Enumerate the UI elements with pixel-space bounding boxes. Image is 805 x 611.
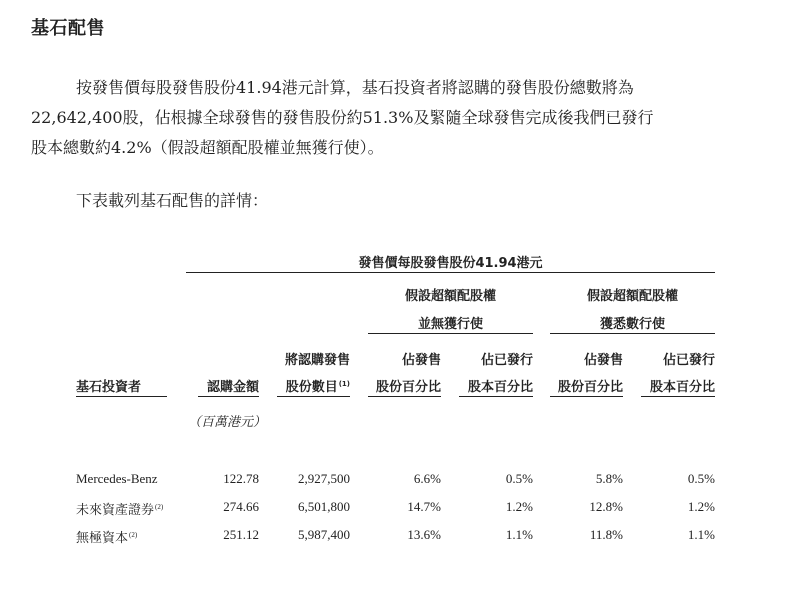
- scenario-a-line1: 假設超額配股權: [404, 289, 496, 304]
- b-offer-cell: 11.8%: [589, 527, 623, 542]
- col-b-issued-rule: [641, 396, 715, 397]
- scenario-b-line2: 獲悉數行使: [599, 317, 665, 332]
- scenario-b-rule: [550, 333, 715, 334]
- header-rule: [186, 272, 715, 273]
- col-shares-line1: 將認購發售: [284, 353, 350, 368]
- table-intro: 下表載列基石配售的詳情：: [76, 191, 269, 210]
- col-shares-rule: [277, 396, 350, 397]
- body-paragraph: [31, 73, 771, 163]
- col-b-offer-line2: 股份百分比: [557, 380, 623, 395]
- paragraph-line: 股本總數約4.2%（假設超額配股權並無獲行使）。: [31, 138, 384, 157]
- a-issued-cell: 0.5%: [505, 471, 533, 486]
- col-investor: 基石投資者: [76, 380, 142, 395]
- scenario-b-line1: 假設超額配股權: [586, 289, 678, 304]
- col-a-issued-line2: 股本百分比: [467, 380, 533, 395]
- col-a-offer-rule: [368, 396, 441, 397]
- a-issued-cell: 1.2%: [505, 499, 533, 514]
- a-offer-cell: 13.6%: [407, 527, 441, 542]
- paragraph-line: 按發售價每股發售股份41.94港元計算，基石投資者將認購的發售股份總數將為: [76, 78, 634, 97]
- col-b-offer-rule: [550, 396, 623, 397]
- investor-name: 未來資產證券$^{(2)}$: [76, 502, 164, 517]
- col-b-offer-line1: 佔發售: [583, 353, 623, 368]
- scenario-a-rule: [368, 333, 533, 334]
- col-amount-rule: [198, 396, 259, 397]
- price-header: 發售價每股發售股份41.94港元: [358, 256, 543, 271]
- b-issued-cell: 1.1%: [687, 527, 715, 542]
- col-a-issued-line1: 佔已發行: [480, 353, 533, 368]
- scenario-a-line2: 並無獲行使: [417, 317, 483, 332]
- col-b-issued-line1: 佔已發行: [662, 353, 715, 368]
- a-offer-cell: 14.7%: [407, 499, 441, 514]
- col-a-issued-rule: [459, 396, 533, 397]
- col-shares-line2: 股份數目$^{(1)}$: [285, 379, 350, 395]
- col-amount: 認購金額: [206, 380, 259, 395]
- a-offer-cell: 6.6%: [413, 471, 441, 486]
- col-a-offer-line1: 佔發售: [401, 353, 441, 368]
- col-b-issued-line2: 股本百分比: [649, 380, 715, 395]
- col-investor-rule: [76, 396, 167, 397]
- investor-name: 無極資本$^{(2)}$: [76, 530, 138, 545]
- a-issued-cell: 1.1%: [505, 527, 533, 542]
- b-offer-cell: 12.8%: [589, 499, 623, 514]
- col-a-offer-line2: 股份百分比: [375, 380, 441, 395]
- amount-unit: （百萬港元）: [188, 415, 267, 430]
- shares-cell: 5,987,400: [298, 527, 350, 542]
- investor-name: Mercedes-Benz: [76, 471, 158, 486]
- amount-cell: 274.66: [223, 499, 259, 514]
- b-offer-cell: 5.8%: [595, 471, 623, 486]
- b-issued-cell: 1.2%: [687, 499, 715, 514]
- amount-cell: 122.78: [223, 471, 259, 486]
- shares-cell: 2,927,500: [298, 471, 350, 486]
- amount-cell: 251.12: [223, 527, 259, 542]
- paragraph-line: 22,642,400股，佔根據全球發售的發售股份約51.3%及緊隨全球發售完成後我們已發行: [31, 108, 654, 127]
- shares-cell: 6,501,800: [298, 499, 350, 514]
- section-heading: 基石配售: [31, 18, 105, 39]
- b-issued-cell: 0.5%: [687, 471, 715, 486]
